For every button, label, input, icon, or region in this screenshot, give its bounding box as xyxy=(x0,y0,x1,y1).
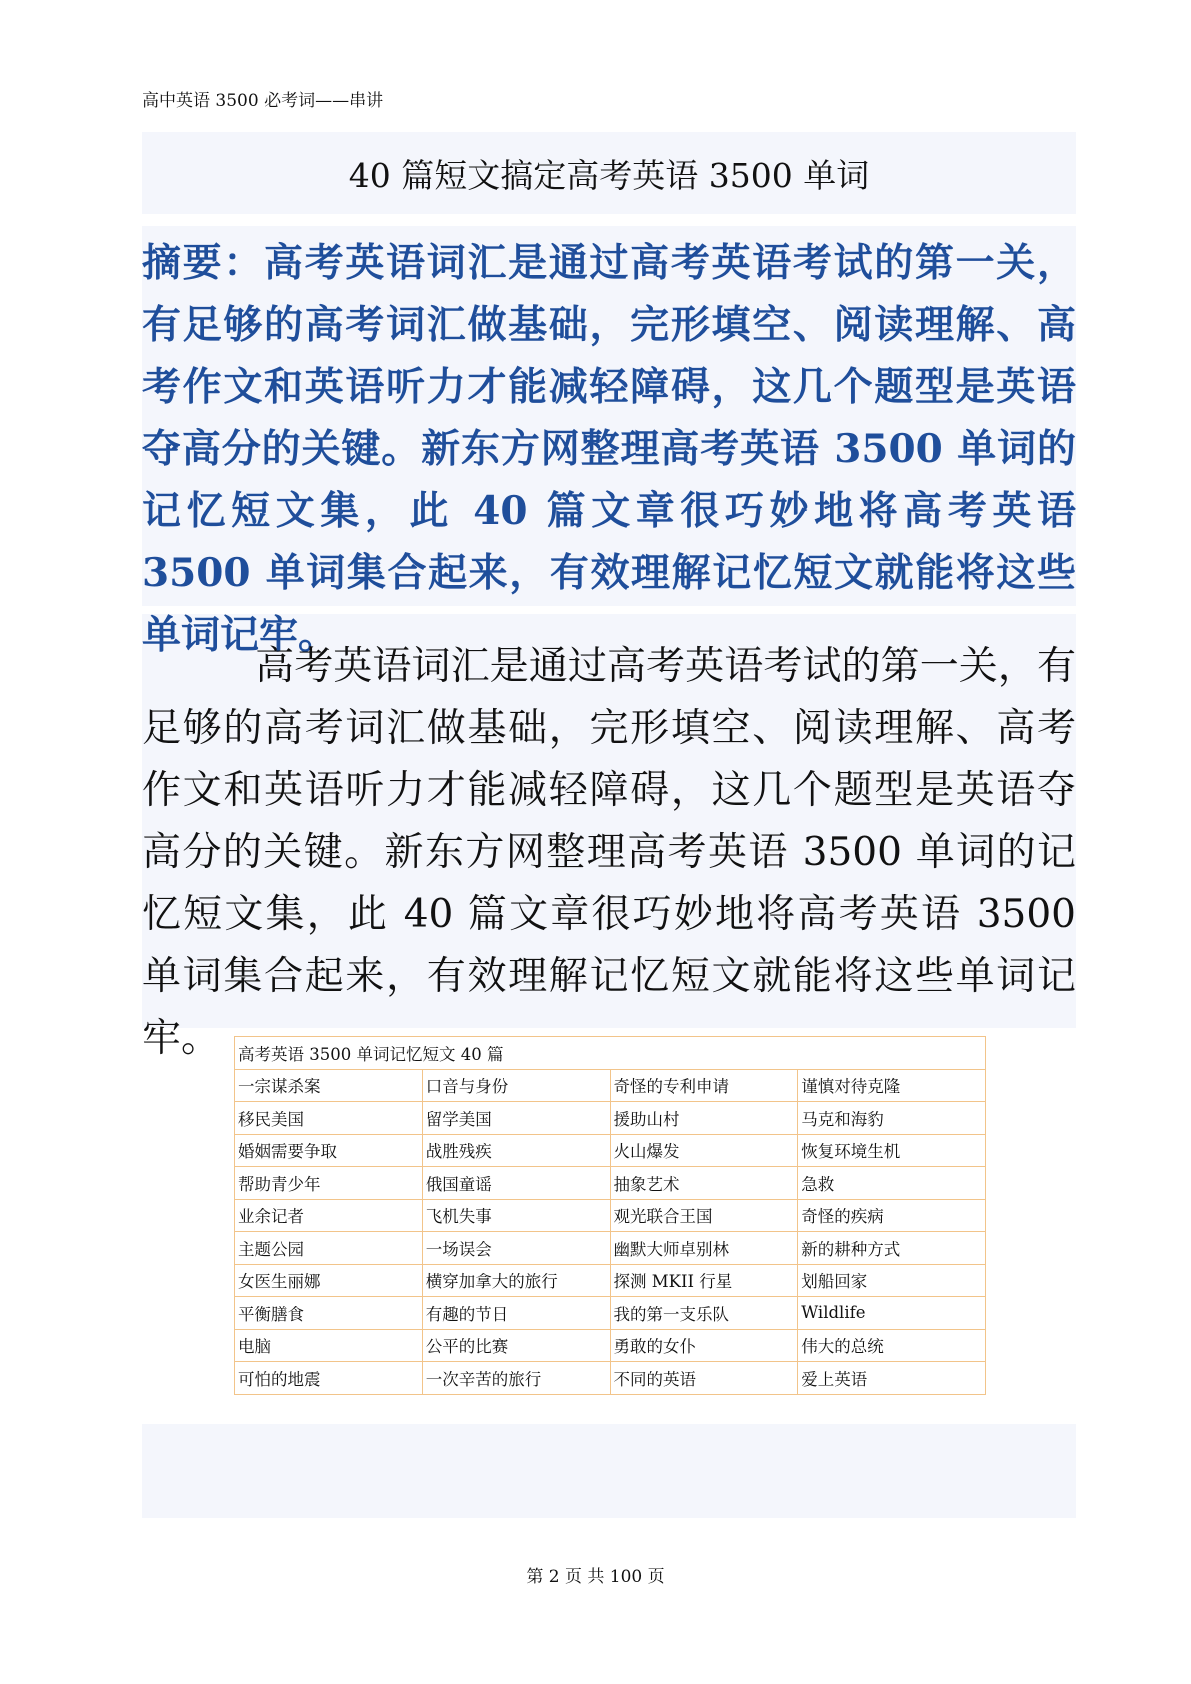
table-cell: 移民美国 xyxy=(235,1102,423,1135)
table-cell: 抽象艺术 xyxy=(610,1167,798,1200)
empty-shade xyxy=(142,1424,1076,1518)
table-cell: 帮助青少年 xyxy=(235,1167,423,1200)
article-list-table xyxy=(234,1036,986,1395)
table-cell: 急救 xyxy=(798,1167,986,1200)
table-cell: 电脑 xyxy=(235,1329,423,1362)
abstract-paragraph: 摘要：高考英语词汇是通过高考英语考试的第一关，有足够的高考词汇做基础，完形填空、阅读理解、高考作文和英语听力才能减轻障碍，这几个题型是英语夺高分的关键。新东方网整理高考英语 3500 单词的记忆短文集，此 40 篇文章很巧妙地将高考英语 3500 单词集合起来，有效理解记忆短文就能将这些单词记牢。 xyxy=(142,240,1076,658)
table-row xyxy=(235,1264,986,1297)
table-cell: 主题公园 xyxy=(235,1232,423,1265)
table-cell: 勇敢的女仆 xyxy=(610,1329,798,1362)
table-cell: 横穿加拿大的旅行 xyxy=(422,1264,610,1297)
table-cell: 奇怪的专利申请 xyxy=(610,1069,798,1102)
page-footer: 第 2 页 共 100 页 xyxy=(526,1567,665,1587)
table-cell: 可怕的地震 xyxy=(235,1362,423,1395)
table-cell: 飞机失事 xyxy=(422,1199,610,1232)
table-cell: 探测 MKII 行星 xyxy=(610,1264,798,1297)
running-header: 高中英语 3500 必考词——串讲 xyxy=(142,91,384,111)
table-cell: 战胜残疾 xyxy=(422,1134,610,1167)
table-cell: 马克和海豹 xyxy=(798,1102,986,1135)
table-cell: 不同的英语 xyxy=(610,1362,798,1395)
body-paragraph: 高考英语词汇是通过高考英语考试的第一关，有足够的高考词汇做基础，完形填空、阅读理解、高考作文和英语听力才能减轻障碍，这几个题型是英语夺高分的关键。新东方网整理高考英语 3500 单词的记忆短文集，此 40 篇文章很巧妙地将高考英语 3500 单词集合起来，有效理解记忆短文就能将这些单词记牢。 xyxy=(142,644,1076,1061)
table-caption: 高考英语 3500 单词记忆短文 40 篇 xyxy=(235,1037,986,1070)
table-cell: 公平的比赛 xyxy=(422,1329,610,1362)
table-cell: 一场误会 xyxy=(422,1232,610,1265)
table-cell: 火山爆发 xyxy=(610,1134,798,1167)
table-cell: 我的第一支乐队 xyxy=(610,1297,798,1330)
table-cell: 俄国童谣 xyxy=(422,1167,610,1200)
table-cell: 伟大的总统 xyxy=(798,1329,986,1362)
table-row xyxy=(235,1069,986,1102)
table-caption-row xyxy=(235,1037,986,1070)
table-cell: 婚姻需要争取 xyxy=(235,1134,423,1167)
table-cell: 业余记者 xyxy=(235,1199,423,1232)
table-row xyxy=(235,1297,986,1330)
table-cell: 新的耕种方式 xyxy=(798,1232,986,1265)
table-cell: 幽默大师卓别林 xyxy=(610,1232,798,1265)
table-cell: 口音与身份 xyxy=(422,1069,610,1102)
table-row xyxy=(235,1329,986,1362)
table-cell: 划船回家 xyxy=(798,1264,986,1297)
table-cell: 恢复环境生机 xyxy=(798,1134,986,1167)
table-row xyxy=(235,1199,986,1232)
table-row xyxy=(235,1134,986,1167)
table-cell: 一次辛苦的旅行 xyxy=(422,1362,610,1395)
table-cell: 观光联合王国 xyxy=(610,1199,798,1232)
document-title: 40 篇短文搞定高考英语 3500 单词 xyxy=(348,156,870,195)
table-cell: 爱上英语 xyxy=(798,1362,986,1395)
table-cell: 平衡膳食 xyxy=(235,1297,423,1330)
table-row xyxy=(235,1362,986,1395)
table-cell: 有趣的节日 xyxy=(422,1297,610,1330)
table-cell: 一宗谋杀案 xyxy=(235,1069,423,1102)
table-cell: 留学美国 xyxy=(422,1102,610,1135)
table-cell: 奇怪的疾病 xyxy=(798,1199,986,1232)
table-cell: 援助山村 xyxy=(610,1102,798,1135)
table-row xyxy=(235,1232,986,1265)
table-row xyxy=(235,1102,986,1135)
table-row xyxy=(235,1167,986,1200)
table-cell: 女医生丽娜 xyxy=(235,1264,423,1297)
table-cell: Wildlife xyxy=(798,1297,986,1330)
table-cell: 谨慎对待克隆 xyxy=(798,1069,986,1102)
